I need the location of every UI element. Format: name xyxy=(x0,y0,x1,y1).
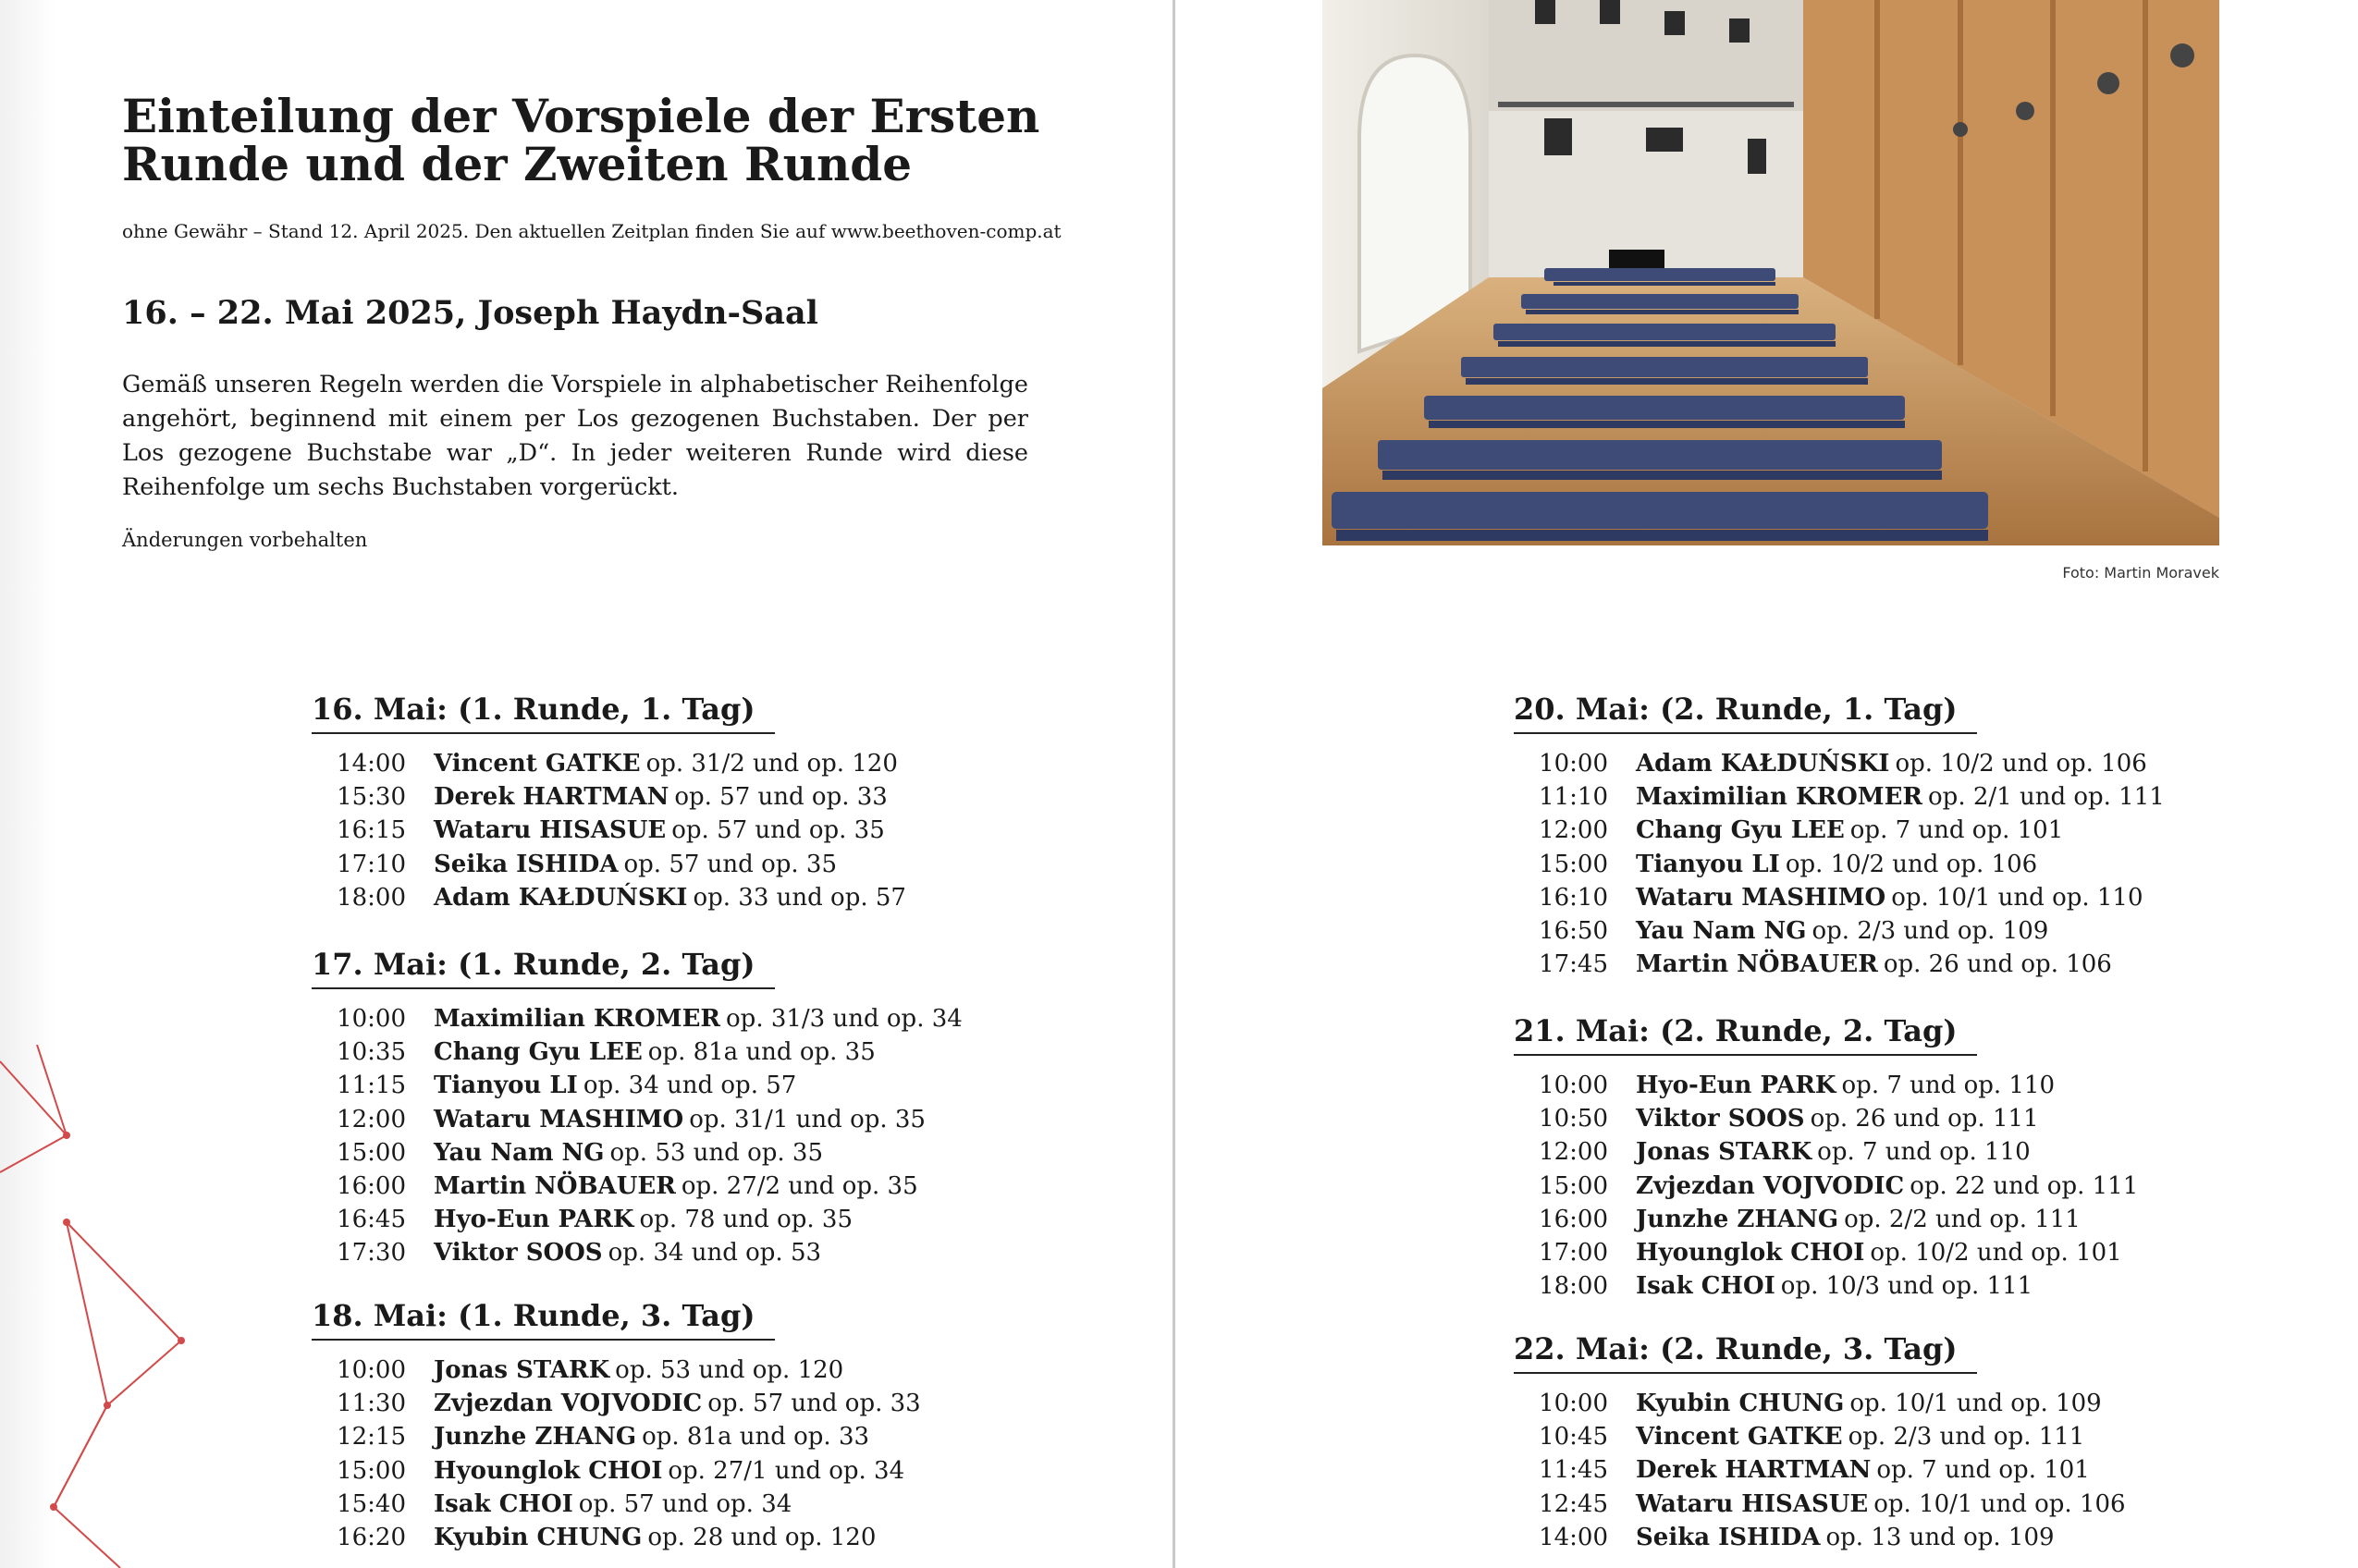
slot-time: 12:00 xyxy=(337,1105,406,1133)
slot-works: op. 27/2 und op. 35 xyxy=(681,1171,918,1200)
slot-works: op. 53 und op. 35 xyxy=(609,1138,823,1167)
schedule-row xyxy=(312,1354,1051,1387)
slot-time: 17:30 xyxy=(337,1239,406,1268)
lighting-truss xyxy=(1498,102,1794,107)
pianist-name: Zvjezdan VOJVODIC xyxy=(1636,1171,1905,1200)
schedule-row xyxy=(312,1387,1051,1420)
slot-works: op. 2/3 und op. 109 xyxy=(1811,916,2049,945)
slot-time: 14:00 xyxy=(1539,1523,1608,1551)
slot-time: 17:10 xyxy=(337,850,406,878)
slot-time: 16:15 xyxy=(337,816,406,845)
pianist-name: Wataru HISASUE xyxy=(434,816,667,845)
slot-time: 16:00 xyxy=(337,1171,406,1200)
slot-time: 10:50 xyxy=(1539,1105,1608,1133)
slot-time: 16:10 xyxy=(1539,883,1608,912)
schedule-row xyxy=(312,780,1051,814)
slot-works: op. 57 und op. 33 xyxy=(707,1390,921,1418)
slot-time: 15:00 xyxy=(1539,1171,1608,1200)
schedule-row xyxy=(312,1035,1051,1069)
slot-list xyxy=(312,1354,1051,1554)
slot-works: op. 34 und op. 53 xyxy=(608,1239,822,1268)
schedule-row xyxy=(1514,780,2254,814)
pianist-name: Maximilian KROMER xyxy=(434,1005,721,1033)
day-heading: 20. Mai: (2. Runde, 1. Tag) xyxy=(1514,692,1977,734)
pianist-name: Zvjezdan VOJVODIC xyxy=(434,1390,703,1418)
slot-works: op. 10/2 und op. 106 xyxy=(1895,750,2147,778)
schedule-row xyxy=(1514,814,2254,847)
day-heading: 22. Mai: (2. Runde, 3. Tag) xyxy=(1514,1331,1977,1374)
event-dates-venue: 16. – 22. Mai 2025, Joseph Haydn-Saal xyxy=(122,294,818,332)
slot-works: op. 33 und op. 57 xyxy=(693,883,906,912)
pianist-name: Isak CHOI xyxy=(1636,1272,1775,1301)
slot-works: op. 7 und op. 110 xyxy=(1841,1072,2056,1099)
schedule-row xyxy=(1514,948,2254,981)
slot-works: op. 26 und op. 111 xyxy=(1810,1105,2039,1133)
pianist-name: Seika ISHIDA xyxy=(1636,1523,1821,1551)
pianist-name: Vincent GATKE xyxy=(434,750,641,778)
slot-works: op. 31/2 und op. 120 xyxy=(645,750,898,778)
schedule-row xyxy=(312,1488,1051,1521)
pianist-name: Yau Nam NG xyxy=(1636,916,1807,945)
day-schedule-may-20 xyxy=(1514,692,2254,981)
pianist-name: Hyo-Eun PARK xyxy=(434,1206,634,1234)
pianist-name: Junzhe ZHANG xyxy=(1636,1205,1839,1233)
slot-time: 15:00 xyxy=(1539,850,1608,878)
slot-time: 10:45 xyxy=(1539,1423,1608,1452)
schedule-row xyxy=(1514,1203,2254,1236)
slot-time: 10:00 xyxy=(337,1005,406,1033)
pianist-name: Seika ISHIDA xyxy=(434,850,619,878)
left-page xyxy=(0,0,1174,1568)
slot-time: 10:00 xyxy=(1539,1072,1608,1099)
schedule-row xyxy=(312,814,1051,847)
slot-time: 10:00 xyxy=(1539,750,1608,778)
pianist-name: Vincent GATKE xyxy=(1636,1423,1843,1452)
pianist-name: Adam KAŁDUŃSKI xyxy=(434,883,688,912)
slot-time: 10:35 xyxy=(337,1038,406,1067)
schedule-row xyxy=(1514,1420,2254,1453)
slot-works: op. 57 und op. 35 xyxy=(671,816,885,845)
pianist-name: Wataru MASHIMO xyxy=(434,1105,684,1133)
schedule-row xyxy=(1514,1236,2254,1269)
slot-works: op. 2/2 und op. 111 xyxy=(1844,1205,2081,1233)
slot-works: op. 81a und op. 33 xyxy=(642,1423,870,1452)
slot-list xyxy=(1514,1387,2254,1554)
schedule-row xyxy=(312,848,1051,881)
slot-time: 16:20 xyxy=(337,1523,406,1551)
slot-time: 12:15 xyxy=(337,1423,406,1452)
schedule-row xyxy=(1514,848,2254,881)
slot-works: op. 53 und op. 120 xyxy=(615,1356,844,1384)
day-schedule-may-22 xyxy=(1514,1331,2254,1554)
slot-works: op. 13 und op. 109 xyxy=(1825,1523,2055,1551)
schedule-row xyxy=(312,1069,1051,1102)
slot-works: op. 31/1 und op. 35 xyxy=(689,1105,926,1133)
slot-works: op. 10/1 und op. 109 xyxy=(1849,1390,2102,1417)
slot-works: op. 10/2 und op. 101 xyxy=(1870,1238,2122,1267)
slot-works: op. 78 und op. 35 xyxy=(639,1206,854,1234)
slot-works: op. 7 und op. 101 xyxy=(1876,1456,2090,1485)
pianist-name: Wataru MASHIMO xyxy=(1636,883,1886,912)
disclaimer-note: ohne Gewähr – Stand 12. April 2025. Den aktuellen Zeitplan finden Sie auf www.beethoven-comp.at xyxy=(122,220,1062,242)
pianist-name: Chang Gyu LEE xyxy=(434,1038,643,1067)
day-heading: 21. Mai: (2. Runde, 2. Tag) xyxy=(1514,1013,1977,1056)
slot-works: op. 31/3 und op. 34 xyxy=(726,1005,963,1033)
slot-time: 11:10 xyxy=(1539,783,1608,812)
rules-paragraph: Gemäß unseren Regeln werden die Vorspiele in alphabetischer Reihenfolge angehört, beginnend mit einem per Los gezogenen Buchstaben. Der per Los gezogene Buchstabe war „D“. In jeder weiteren Runde wird diese Reihenfolge um sechs Buchstaben vorgerückt. xyxy=(122,371,1028,501)
schedule-row xyxy=(1514,881,2254,914)
concert-hall-photo xyxy=(1322,0,2219,545)
pianist-name: Viktor SOOS xyxy=(1636,1105,1805,1133)
schedule-row xyxy=(312,1136,1051,1170)
pianist-name: Derek HARTMAN xyxy=(1636,1456,1872,1485)
schedule-row xyxy=(312,1103,1051,1136)
pianist-name: Martin NÖBAUER xyxy=(1636,950,1878,979)
slot-time: 17:45 xyxy=(1539,950,1608,979)
pianist-name: Jonas STARK xyxy=(1636,1138,1812,1167)
slot-list xyxy=(1514,747,2254,981)
pianist-name: Hyo-Eun PARK xyxy=(1636,1072,1836,1099)
slot-list xyxy=(312,1002,1051,1270)
slot-works: op. 27/1 und op. 34 xyxy=(668,1456,905,1485)
slot-time: 15:00 xyxy=(337,1456,406,1485)
slot-time: 10:00 xyxy=(1539,1390,1608,1417)
schedule-row xyxy=(1514,1521,2254,1554)
slot-works: op. 7 und op. 110 xyxy=(1817,1138,2031,1167)
schedule-row xyxy=(1514,1069,2254,1102)
slot-works: op. 10/1 und op. 110 xyxy=(1891,883,2143,912)
schedule-row xyxy=(1514,1387,2254,1420)
slot-time: 10:00 xyxy=(337,1356,406,1384)
pianist-name: Martin NÖBAUER xyxy=(434,1171,676,1200)
schedule-row xyxy=(1514,1269,2254,1303)
slot-works: op. 34 und op. 57 xyxy=(583,1072,797,1100)
schedule-row xyxy=(312,1002,1051,1035)
schedule-row xyxy=(1514,1170,2254,1203)
pianist-name: Tianyou LI xyxy=(434,1072,578,1100)
slot-time: 11:30 xyxy=(337,1390,406,1418)
slot-works: op. 2/1 und op. 111 xyxy=(1928,783,2165,812)
schedule-row xyxy=(312,1170,1051,1203)
grand-piano xyxy=(1609,250,1664,268)
day-schedule-may-18 xyxy=(312,1298,1051,1554)
slot-time: 18:00 xyxy=(337,883,406,912)
pianist-name: Junzhe ZHANG xyxy=(434,1423,637,1452)
schedule-row xyxy=(1514,914,2254,948)
slot-time: 15:30 xyxy=(337,783,406,812)
slot-time: 12:45 xyxy=(1539,1489,1608,1518)
schedule-row xyxy=(312,881,1051,914)
schedule-row xyxy=(312,1521,1051,1554)
schedule-row xyxy=(312,1454,1051,1488)
pianist-name: Wataru HISASUE xyxy=(1636,1489,1869,1518)
slot-time: 12:00 xyxy=(1539,816,1608,845)
slot-works: op. 57 und op. 33 xyxy=(674,783,888,812)
slot-time: 11:15 xyxy=(337,1072,406,1100)
pianist-name: Isak CHOI xyxy=(434,1489,573,1518)
day-heading: 17. Mai: (1. Runde, 2. Tag) xyxy=(312,947,775,989)
schedule-row xyxy=(312,1420,1051,1453)
schedule-row xyxy=(1514,1453,2254,1487)
page-divider xyxy=(1173,0,1175,1568)
pianist-name: Chang Gyu LEE xyxy=(1636,816,1845,845)
slot-time: 16:00 xyxy=(1539,1205,1608,1233)
slot-works: op. 28 und op. 120 xyxy=(647,1523,877,1551)
schedule-row xyxy=(1514,1488,2254,1521)
slot-time: 17:00 xyxy=(1539,1238,1608,1267)
pianist-name: Hyounglok CHOI xyxy=(434,1456,663,1485)
schedule-row xyxy=(1514,747,2254,780)
red-line-decoration xyxy=(0,1045,203,1568)
schedule-row xyxy=(312,747,1051,780)
slot-works: op. 22 und op. 111 xyxy=(1910,1171,2139,1200)
day-schedule-may-16 xyxy=(312,692,1051,914)
slot-works: op. 26 und op. 106 xyxy=(1883,950,2112,979)
slot-works: op. 57 und op. 35 xyxy=(623,850,837,878)
photo-credit: Foto: Martin Moravek xyxy=(2062,564,2219,582)
changes-note: Änderungen vorbehalten xyxy=(122,529,368,551)
slot-time: 18:00 xyxy=(1539,1272,1608,1301)
pianist-name: Hyounglok CHOI xyxy=(1636,1238,1865,1267)
schedule-row xyxy=(1514,1135,2254,1169)
pianist-name: Yau Nam NG xyxy=(434,1138,605,1167)
pianist-name: Maximilian KROMER xyxy=(1636,783,1923,812)
slot-list xyxy=(312,747,1051,914)
day-schedule-may-21 xyxy=(1514,1013,2254,1303)
pianist-name: Jonas STARK xyxy=(434,1356,610,1384)
slot-time: 16:50 xyxy=(1539,916,1608,945)
slot-works: op. 2/3 und op. 111 xyxy=(1848,1423,2085,1452)
pianist-name: Derek HARTMAN xyxy=(434,783,669,812)
slot-works: op. 7 und op. 101 xyxy=(1849,816,2064,845)
slot-list xyxy=(1514,1069,2254,1303)
slot-works: op. 10/1 und op. 106 xyxy=(1873,1489,2126,1518)
slot-time: 12:00 xyxy=(1539,1138,1608,1167)
pianist-name: Adam KAŁDUŃSKI xyxy=(1636,750,1890,778)
schedule-row xyxy=(312,1203,1051,1236)
slot-time: 14:00 xyxy=(337,750,406,778)
slot-time: 15:00 xyxy=(337,1138,406,1167)
slot-time: 16:45 xyxy=(337,1206,406,1234)
slot-works: op. 10/3 und op. 111 xyxy=(1780,1272,2033,1301)
slot-works: op. 57 und op. 34 xyxy=(578,1489,792,1518)
page-title: Einteilung der Vorspiele der Ersten Runde und der Zweiten Runde xyxy=(122,89,1040,191)
pianist-name: Viktor SOOS xyxy=(434,1239,603,1268)
slot-works: op. 81a und op. 35 xyxy=(647,1038,876,1067)
slot-time: 15:40 xyxy=(337,1489,406,1518)
day-heading: 16. Mai: (1. Runde, 1. Tag) xyxy=(312,692,775,734)
pianist-name: Tianyou LI xyxy=(1636,850,1780,878)
schedule-row xyxy=(312,1236,1051,1269)
day-heading: 18. Mai: (1. Runde, 3. Tag) xyxy=(312,1298,775,1341)
day-schedule-may-17 xyxy=(312,947,1051,1270)
pianist-name: Kyubin CHUNG xyxy=(434,1523,643,1551)
schedule-row xyxy=(1514,1102,2254,1135)
slot-time: 11:45 xyxy=(1539,1456,1608,1485)
slot-works: op. 10/2 und op. 106 xyxy=(1785,850,2038,878)
pianist-name: Kyubin CHUNG xyxy=(1636,1390,1845,1417)
